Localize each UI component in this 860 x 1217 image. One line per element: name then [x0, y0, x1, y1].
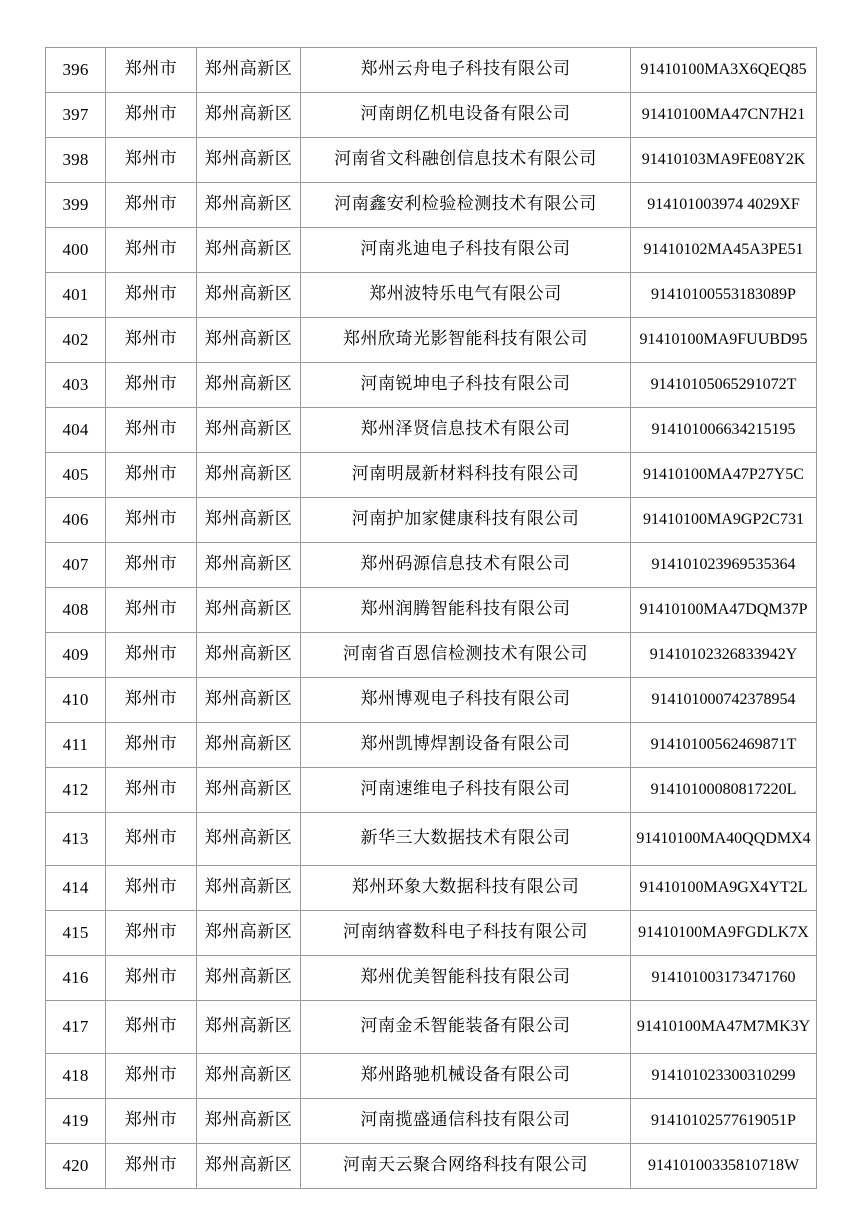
- row-city: 郑州市: [106, 1001, 197, 1054]
- row-district: 郑州高新区: [197, 1001, 301, 1054]
- row-city: 郑州市: [106, 633, 197, 678]
- table-row: [46, 813, 817, 866]
- row-enterprise-name: 河南明晟新材料科技有限公司: [301, 453, 631, 498]
- row-sequence-number: 414: [46, 866, 106, 911]
- table-row: [46, 498, 817, 543]
- row-city: 郑州市: [106, 866, 197, 911]
- row-city: 郑州市: [106, 318, 197, 363]
- row-sequence-number: 404: [46, 408, 106, 453]
- row-district: 郑州高新区: [197, 1144, 301, 1189]
- row-enterprise-name: 郑州码源信息技术有限公司: [301, 543, 631, 588]
- row-district: 郑州高新区: [197, 723, 301, 768]
- row-enterprise-name: 郑州路驰机械设备有限公司: [301, 1054, 631, 1099]
- row-credit-code: 91410100MA40QQDMX4: [631, 813, 817, 866]
- row-enterprise-name: 河南金禾智能装备有限公司: [301, 1001, 631, 1054]
- row-city: 郑州市: [106, 453, 197, 498]
- row-sequence-number: 408: [46, 588, 106, 633]
- row-credit-code: 91410100562469871T: [631, 723, 817, 768]
- row-credit-code: 91410102326833942Y: [631, 633, 817, 678]
- row-district: 郑州高新区: [197, 408, 301, 453]
- row-city: 郑州市: [106, 273, 197, 318]
- row-district: 郑州高新区: [197, 138, 301, 183]
- row-enterprise-name: 郑州云舟电子科技有限公司: [301, 48, 631, 93]
- row-city: 郑州市: [106, 911, 197, 956]
- row-credit-code: 91410103MA9FE08Y2K: [631, 138, 817, 183]
- row-sequence-number: 413: [46, 813, 106, 866]
- row-city: 郑州市: [106, 1054, 197, 1099]
- row-district: 郑州高新区: [197, 273, 301, 318]
- row-credit-code: 914101006634215195: [631, 408, 817, 453]
- row-enterprise-name: 河南锐坤电子科技有限公司: [301, 363, 631, 408]
- row-city: 郑州市: [106, 498, 197, 543]
- row-district: 郑州高新区: [197, 498, 301, 543]
- row-district: 郑州高新区: [197, 678, 301, 723]
- table-body: [46, 48, 817, 1189]
- row-credit-code: 91410100MA9FGDLK7X: [631, 911, 817, 956]
- row-credit-code: 91410100MA9GP2C731: [631, 498, 817, 543]
- table-row: [46, 453, 817, 498]
- row-sequence-number: 406: [46, 498, 106, 543]
- row-sequence-number: 401: [46, 273, 106, 318]
- row-credit-code: 91410100MA47M7MK3Y: [631, 1001, 817, 1054]
- row-sequence-number: 400: [46, 228, 106, 273]
- row-sequence-number: 398: [46, 138, 106, 183]
- row-credit-code: 91410100553183089P: [631, 273, 817, 318]
- row-credit-code: 914101000742378954: [631, 678, 817, 723]
- table-row: [46, 408, 817, 453]
- row-credit-code: 91410102MA45A3PE51: [631, 228, 817, 273]
- row-city: 郑州市: [106, 588, 197, 633]
- row-sequence-number: 399: [46, 183, 106, 228]
- row-credit-code: 914101023300310299: [631, 1054, 817, 1099]
- row-enterprise-name: 河南速维电子科技有限公司: [301, 768, 631, 813]
- table-row: [46, 93, 817, 138]
- row-sequence-number: 420: [46, 1144, 106, 1189]
- row-sequence-number: 403: [46, 363, 106, 408]
- table-row: [46, 633, 817, 678]
- row-sequence-number: 418: [46, 1054, 106, 1099]
- row-sequence-number: 405: [46, 453, 106, 498]
- row-enterprise-name: 河南揽盛通信科技有限公司: [301, 1099, 631, 1144]
- enterprise-registry-table-container: [45, 47, 816, 1189]
- row-enterprise-name: 新华三大数据技术有限公司: [301, 813, 631, 866]
- row-enterprise-name: 河南纳睿数科电子科技有限公司: [301, 911, 631, 956]
- table-row: [46, 1001, 817, 1054]
- row-city: 郑州市: [106, 678, 197, 723]
- row-district: 郑州高新区: [197, 911, 301, 956]
- table-row: [46, 48, 817, 93]
- row-credit-code: 91410100335810718W: [631, 1144, 817, 1189]
- row-city: 郑州市: [106, 768, 197, 813]
- row-sequence-number: 411: [46, 723, 106, 768]
- row-city: 郑州市: [106, 1144, 197, 1189]
- row-credit-code: 914101003173471760: [631, 956, 817, 1001]
- table-row: [46, 866, 817, 911]
- row-enterprise-name: 郑州环象大数据科技有限公司: [301, 866, 631, 911]
- row-district: 郑州高新区: [197, 543, 301, 588]
- enterprise-registry-table: [45, 47, 817, 1189]
- row-district: 郑州高新区: [197, 228, 301, 273]
- row-enterprise-name: 郑州欣琦光影智能科技有限公司: [301, 318, 631, 363]
- row-enterprise-name: 郑州润腾智能科技有限公司: [301, 588, 631, 633]
- row-enterprise-name: 河南朗亿机电设备有限公司: [301, 93, 631, 138]
- row-district: 郑州高新区: [197, 956, 301, 1001]
- row-enterprise-name: 河南省百恩信检测技术有限公司: [301, 633, 631, 678]
- row-city: 郑州市: [106, 723, 197, 768]
- table-row: [46, 678, 817, 723]
- row-enterprise-name: 郑州优美智能科技有限公司: [301, 956, 631, 1001]
- row-city: 郑州市: [106, 183, 197, 228]
- row-district: 郑州高新区: [197, 318, 301, 363]
- row-district: 郑州高新区: [197, 866, 301, 911]
- row-enterprise-name: 郑州凯博焊割设备有限公司: [301, 723, 631, 768]
- row-credit-code: 91410100MA47P27Y5C: [631, 453, 817, 498]
- row-city: 郑州市: [106, 408, 197, 453]
- row-district: 郑州高新区: [197, 633, 301, 678]
- row-credit-code: 91410100MA3X6QEQ85: [631, 48, 817, 93]
- row-district: 郑州高新区: [197, 1054, 301, 1099]
- row-district: 郑州高新区: [197, 813, 301, 866]
- row-district: 郑州高新区: [197, 453, 301, 498]
- row-enterprise-name: 河南兆迪电子科技有限公司: [301, 228, 631, 273]
- table-row: [46, 138, 817, 183]
- row-credit-code: 914101003974 4029XF: [631, 183, 817, 228]
- row-credit-code: 91410100MA47DQM37P: [631, 588, 817, 633]
- table-row: [46, 318, 817, 363]
- row-city: 郑州市: [106, 138, 197, 183]
- row-city: 郑州市: [106, 93, 197, 138]
- row-enterprise-name: 郑州波特乐电气有限公司: [301, 273, 631, 318]
- row-sequence-number: 410: [46, 678, 106, 723]
- table-row: [46, 363, 817, 408]
- row-district: 郑州高新区: [197, 183, 301, 228]
- row-enterprise-name: 河南鑫安利检验检测技术有限公司: [301, 183, 631, 228]
- row-credit-code: 91410105065291072T: [631, 363, 817, 408]
- table-row: [46, 588, 817, 633]
- row-sequence-number: 397: [46, 93, 106, 138]
- row-city: 郑州市: [106, 48, 197, 93]
- row-sequence-number: 412: [46, 768, 106, 813]
- row-district: 郑州高新区: [197, 48, 301, 93]
- row-credit-code: 91410102577619051P: [631, 1099, 817, 1144]
- table-row: [46, 273, 817, 318]
- table-row: [46, 723, 817, 768]
- table-row: [46, 183, 817, 228]
- row-city: 郑州市: [106, 813, 197, 866]
- row-enterprise-name: 郑州博观电子科技有限公司: [301, 678, 631, 723]
- row-city: 郑州市: [106, 228, 197, 273]
- row-sequence-number: 396: [46, 48, 106, 93]
- table-row: [46, 543, 817, 588]
- row-sequence-number: 407: [46, 543, 106, 588]
- row-city: 郑州市: [106, 363, 197, 408]
- row-city: 郑州市: [106, 543, 197, 588]
- row-sequence-number: 419: [46, 1099, 106, 1144]
- row-district: 郑州高新区: [197, 588, 301, 633]
- row-credit-code: 91410100MA9FUUBD95: [631, 318, 817, 363]
- table-row: [46, 911, 817, 956]
- row-enterprise-name: 河南护加家健康科技有限公司: [301, 498, 631, 543]
- table-row: [46, 1099, 817, 1144]
- row-district: 郑州高新区: [197, 768, 301, 813]
- table-row: [46, 1144, 817, 1189]
- row-enterprise-name: 郑州泽贤信息技术有限公司: [301, 408, 631, 453]
- row-credit-code: 91410100080817220L: [631, 768, 817, 813]
- row-enterprise-name: 河南省文科融创信息技术有限公司: [301, 138, 631, 183]
- row-sequence-number: 416: [46, 956, 106, 1001]
- row-city: 郑州市: [106, 1099, 197, 1144]
- table-row: [46, 768, 817, 813]
- row-credit-code: 91410100MA47CN7H21: [631, 93, 817, 138]
- row-credit-code: 914101023969535364: [631, 543, 817, 588]
- row-district: 郑州高新区: [197, 93, 301, 138]
- row-district: 郑州高新区: [197, 363, 301, 408]
- row-sequence-number: 402: [46, 318, 106, 363]
- table-row: [46, 1054, 817, 1099]
- row-enterprise-name: 河南天云聚合网络科技有限公司: [301, 1144, 631, 1189]
- row-district: 郑州高新区: [197, 1099, 301, 1144]
- table-row: [46, 228, 817, 273]
- table-row: [46, 956, 817, 1001]
- row-sequence-number: 409: [46, 633, 106, 678]
- row-city: 郑州市: [106, 956, 197, 1001]
- row-sequence-number: 417: [46, 1001, 106, 1054]
- row-credit-code: 91410100MA9GX4YT2L: [631, 866, 817, 911]
- row-sequence-number: 415: [46, 911, 106, 956]
